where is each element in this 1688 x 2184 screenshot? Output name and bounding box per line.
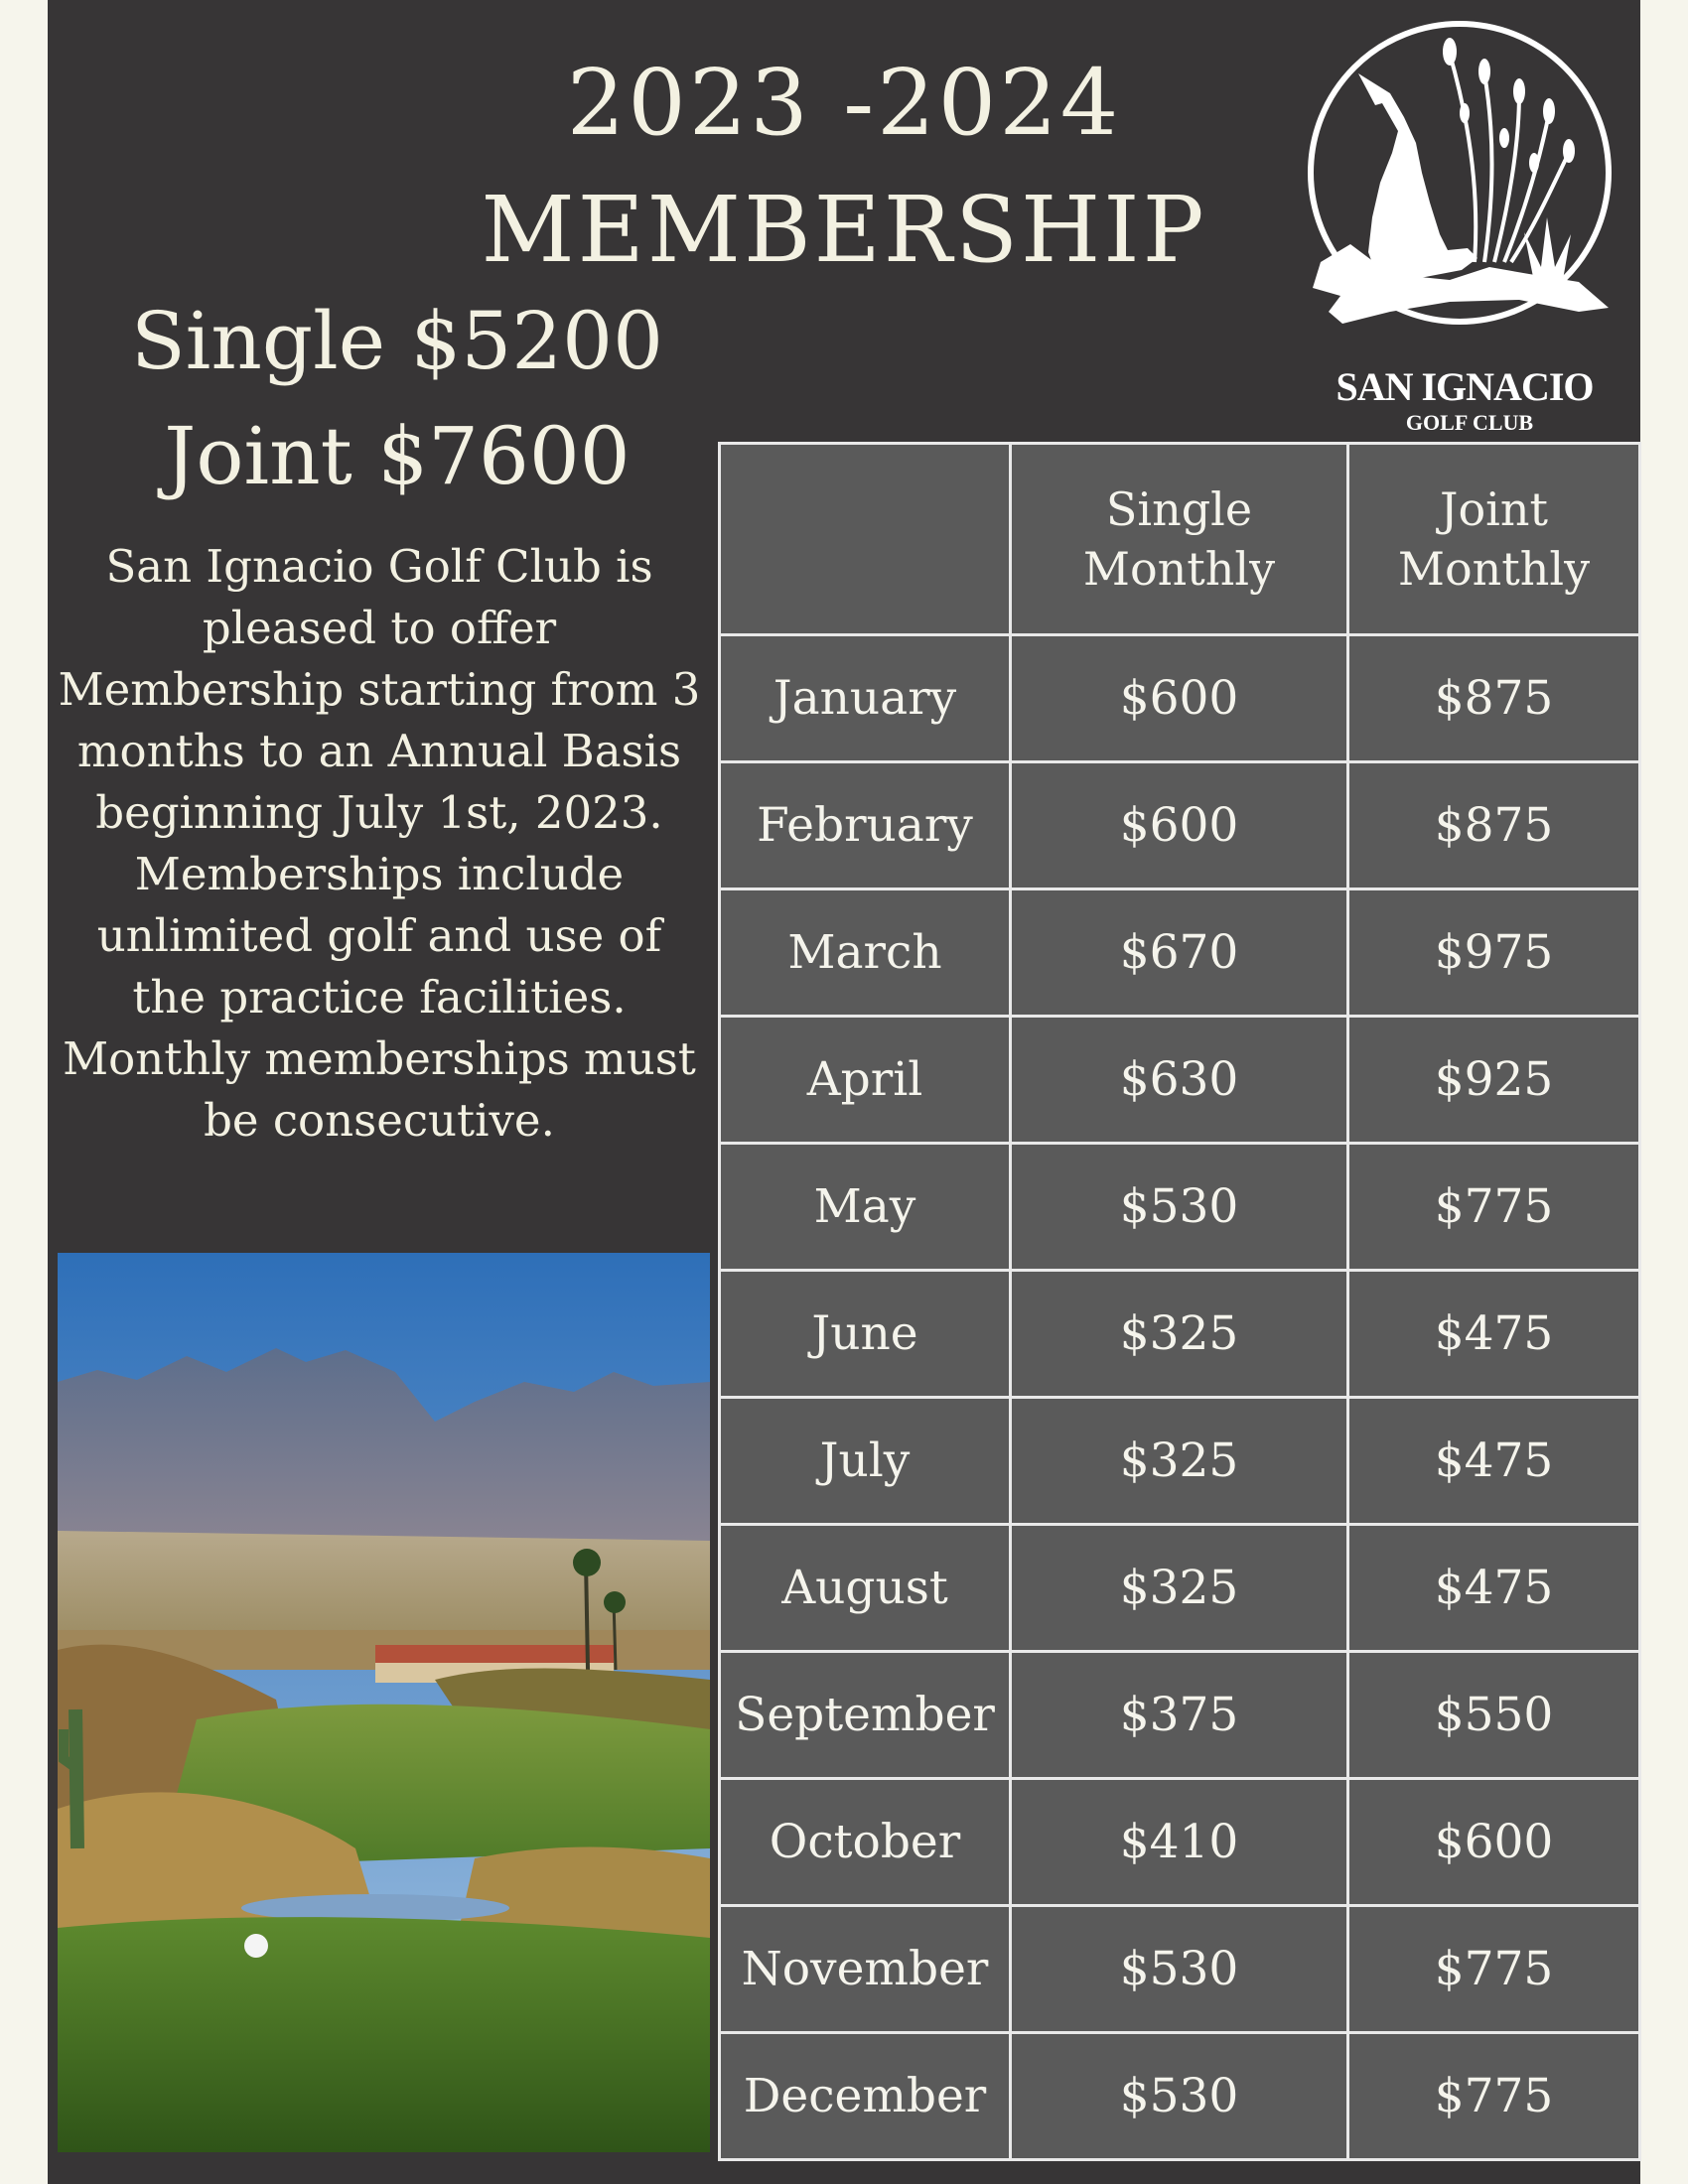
month-cell: August	[720, 1525, 1011, 1652]
month-cell: June	[720, 1271, 1011, 1398]
single-price-cell: $325	[1011, 1398, 1348, 1525]
monthly-rates-table	[718, 442, 1641, 2161]
single-price-cell: $325	[1011, 1525, 1348, 1652]
golf-course-mountain-photo-icon	[58, 1253, 710, 2152]
month-cell: April	[720, 1017, 1011, 1144]
joint-price-cell: $775	[1348, 1906, 1640, 2033]
table-header-row	[720, 444, 1640, 635]
table-row	[720, 1144, 1640, 1271]
joint-price-cell: $475	[1348, 1525, 1640, 1652]
header-single-monthly: Single Monthly	[1011, 444, 1348, 635]
table-row	[720, 1525, 1640, 1652]
single-annual-price: Single $5200	[131, 295, 663, 387]
month-cell: February	[720, 762, 1011, 889]
title-years: 2023 -2024	[566, 50, 1122, 156]
joint-price-cell: $475	[1348, 1398, 1640, 1525]
table-row	[720, 1779, 1640, 1906]
table-row	[720, 1271, 1640, 1398]
joint-annual-price: Joint $7600	[164, 410, 631, 502]
joint-price-cell: $475	[1348, 1271, 1640, 1398]
single-price-cell: $630	[1011, 1017, 1348, 1144]
joint-price-cell: $775	[1348, 1144, 1640, 1271]
logo-club-name: SAN IGNACIO	[1336, 364, 1594, 409]
header-blank	[720, 444, 1011, 635]
coyote-moon-logo-icon	[1281, 14, 1618, 332]
month-cell: July	[720, 1398, 1011, 1525]
single-price-cell: $530	[1011, 1906, 1348, 2033]
month-cell: September	[720, 1652, 1011, 1779]
joint-price-cell: $975	[1348, 889, 1640, 1017]
table-row	[720, 2033, 1640, 2160]
joint-price-cell: $550	[1348, 1652, 1640, 1779]
page-title	[397, 40, 1291, 294]
table-row	[720, 1906, 1640, 2033]
joint-price-cell: $875	[1348, 762, 1640, 889]
title-membership: MEMBERSHIP	[481, 177, 1207, 283]
month-cell: January	[720, 635, 1011, 762]
membership-description: San Ignacio Golf Club is pleased to offer Membership starting from 3 months to an Annual Basis beginning July 1st, 2023. Memberships include unlimited golf and use of the practice facilities. Monthly memberships must be consecutive.	[58, 540, 701, 1147]
single-price-cell: $375	[1011, 1652, 1348, 1779]
joint-price-cell: $925	[1348, 1017, 1640, 1144]
single-price-cell: $325	[1011, 1271, 1348, 1398]
table-row	[720, 762, 1640, 889]
single-price-cell: $600	[1011, 762, 1348, 889]
month-cell: October	[720, 1779, 1011, 1906]
golf-course-photo	[58, 1253, 710, 2152]
month-cell: November	[720, 1906, 1011, 2033]
table-row	[720, 1652, 1640, 1779]
single-price-cell: $410	[1011, 1779, 1348, 1906]
header-joint-monthly: Joint Monthly	[1348, 444, 1640, 635]
table-row	[720, 1017, 1640, 1144]
single-price-cell: $530	[1011, 2033, 1348, 2160]
month-cell: December	[720, 2033, 1011, 2160]
table-row	[720, 635, 1640, 762]
table-row	[720, 889, 1640, 1017]
month-cell: May	[720, 1144, 1011, 1271]
joint-price-cell: $600	[1348, 1779, 1640, 1906]
month-cell: March	[720, 889, 1011, 1017]
club-logo	[1281, 14, 1618, 435]
single-price-cell: $600	[1011, 635, 1348, 762]
single-price-cell: $670	[1011, 889, 1348, 1017]
joint-price-cell: $875	[1348, 635, 1640, 762]
table-row	[720, 1398, 1640, 1525]
joint-price-cell: $775	[1348, 2033, 1640, 2160]
single-price-cell: $530	[1011, 1144, 1348, 1271]
logo-club-subtitle: GOLF CLUB	[1405, 410, 1534, 435]
